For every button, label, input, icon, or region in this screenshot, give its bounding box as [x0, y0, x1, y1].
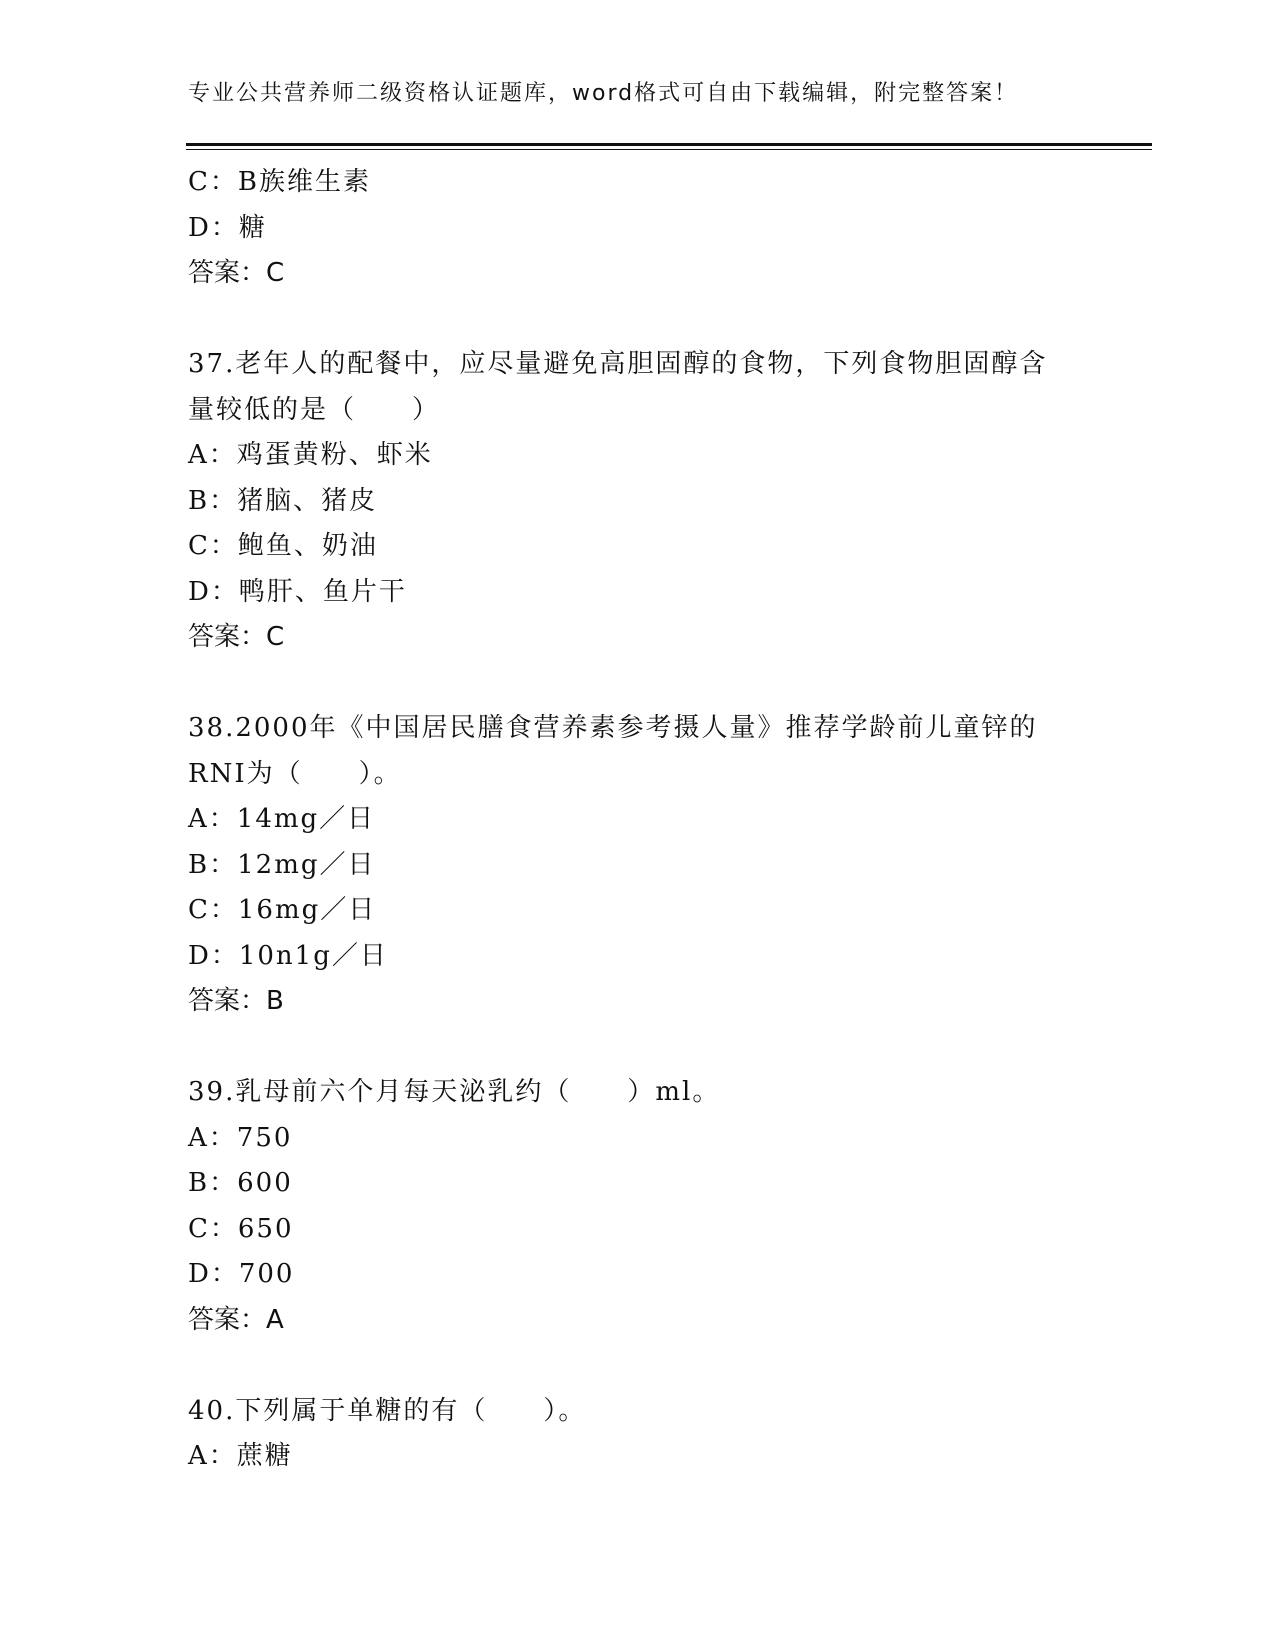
option-b: B：600	[188, 1168, 293, 1198]
question-stem: RNI为（ ）。	[188, 758, 402, 789]
option-d: D：10n1g／日	[188, 940, 388, 971]
header-rule-thick	[186, 143, 1152, 146]
option-c: C：鲍鱼、奶油	[188, 531, 378, 561]
header-rule-thin	[186, 149, 1152, 150]
page-header: 专业公共营养师二级资格认证题库，word格式可自由下载编辑，附完整答案！	[188, 81, 1019, 106]
option-b: B：12mg／日	[188, 849, 376, 880]
question-stem: 39.乳母前六个月每天泌乳约（ ）ml。	[188, 1077, 721, 1107]
option-c: C：B族维生素	[188, 167, 372, 197]
option-b: B：猪脑、猪皮	[188, 485, 378, 516]
answer-line: 答案：C	[188, 622, 285, 652]
question-content	[188, 160, 1108, 1480]
spacer	[188, 1025, 1108, 1071]
answer-line: 答案：A	[188, 1304, 284, 1335]
option-d: D：700	[188, 1259, 295, 1289]
question-39	[188, 1070, 1108, 1343]
question-stem: 量较低的是（ ）	[188, 394, 441, 425]
prev-question-block	[188, 160, 1108, 297]
option-a: A：750	[188, 1122, 293, 1153]
spacer	[188, 661, 1108, 707]
question-stem: 38.2000年《中国居民膳食营养素参考摄人量》推荐学龄前儿童锌的	[188, 713, 1038, 743]
option-a: A：鸡蛋黄粉、虾米	[188, 440, 433, 470]
question-40	[188, 1389, 1108, 1480]
answer-line: 答案：B	[188, 986, 284, 1016]
spacer	[188, 1343, 1108, 1389]
question-38	[188, 706, 1108, 1025]
option-c: C：16mg／日	[188, 895, 377, 925]
option-c: C：650	[188, 1213, 294, 1244]
option-d: D：糖	[188, 212, 267, 243]
question-stem: 37.老年人的配餐中，应尽量避免高胆固醇的食物，下列食物胆固醇含	[188, 349, 1048, 379]
question-stem: 40.下列属于单糖的有（ ）。	[188, 1395, 587, 1426]
option-a: A：蔗糖	[188, 1441, 293, 1471]
spacer	[188, 297, 1108, 343]
option-d: D：鸭肝、鱼片干	[188, 576, 407, 607]
option-a: A：14mg／日	[188, 804, 376, 834]
question-37	[188, 342, 1108, 661]
answer-line: 答案：C	[188, 258, 285, 288]
